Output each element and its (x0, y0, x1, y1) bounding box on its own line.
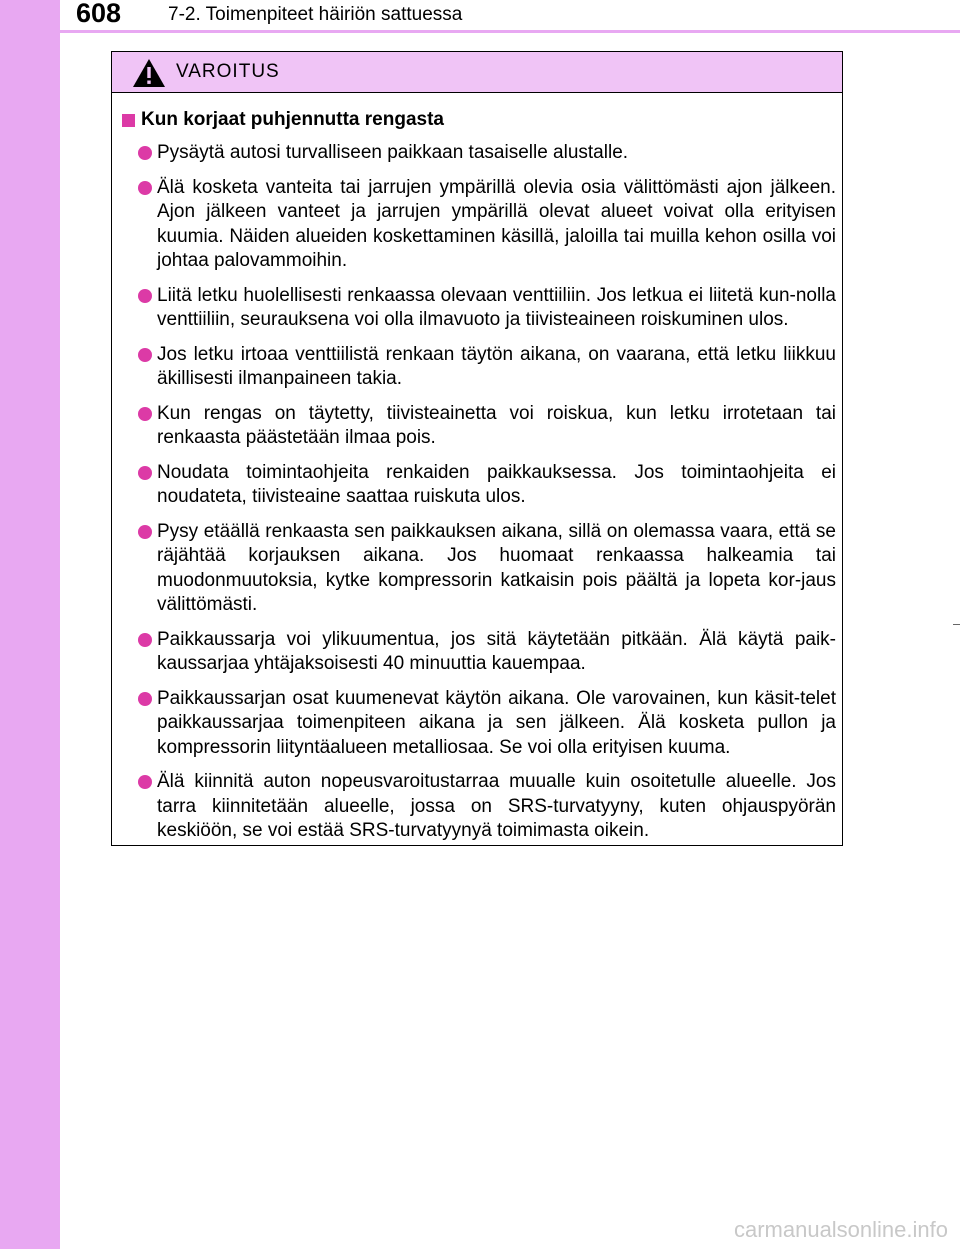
list-item-text: Pysäytä autosi turvalliseen paikkaan tasaiselle alustalle. (157, 142, 629, 163)
watermark[interactable]: carmanualsonline.info (733, 1217, 948, 1242)
list-item (120, 176, 836, 274)
bullet-icon (138, 633, 152, 647)
bullet-icon (138, 146, 152, 160)
list-item (120, 284, 836, 333)
list-item-text: Pysy etäällä renkaasta sen paikkauksen aikana, sillä on olemassa vaara, että se räjähtää korjauksen aikana. Jos huomaat renkaassa halkeamia tai muodonmuutoksia, kytke kompressorin katkaisin pois päältä ja lopeta kor-jaus välittömästi. (157, 520, 836, 615)
list-item-text: Älä kosketa vanteita tai jarrujen ympärillä olevia osia välittömästi ajon jälkeen. Ajon jälkeen vanteet ja jarrujen ympärillä olevat alueet voivat olla erityisen kuumia. Näiden alueiden koskettaminen käsillä, jaloilla tai muilla kehon osilla voi johtaa palovammoihin. (157, 176, 836, 271)
margin-tick (953, 624, 960, 625)
bullet-icon (138, 181, 152, 195)
bullet-icon (138, 525, 152, 539)
list-item-text: Älä kiinnitä auton nopeusvaroitustarraa muualle kuin osoitetulle alueelle. Jos tarra kiinnitetään alueelle, jossa on SRS-turvatyyny, kuten ohjauspyörän keskiöön, se voi estää SRS-turvatyynyä toimimasta oikein. (157, 771, 836, 841)
bullet-icon (138, 289, 152, 303)
list-item (120, 770, 836, 844)
list-item (120, 402, 836, 451)
list-item-text: Jos letku irtoaa venttiilistä renkaan täytön aikana, on vaarana, että letku liikkuu äkillisesti ilmanpaineen takia. (157, 343, 836, 389)
list-item-text: Paikkaussarjan osat kuumenevat käytön aikana. Ole varovainen, kun käsit-telet paikkaussarjaa toimenpiteen aikana ja sen jälkeen. Älä kosketa pullon ja kompressorin liityntäalueen metalliosaa. Se voi olla erityisen kuuma. (157, 687, 836, 758)
bullet-icon (138, 775, 152, 789)
list-item-text: Noudata toimintaohjeita renkaiden paikkauksessa. Jos toimintaohjeita ei noudateta, tiivisteaine saattaa ruiskuta ulos. (157, 461, 836, 507)
side-color-band (0, 0, 60, 1249)
list-item-text: Paikkaussarja voi ylikuumentua, jos sitä käytetään pitkään. Älä käytä paik-kaussarjaa yhtäjaksoisesti 40 minuuttia kauempaa. (157, 628, 836, 674)
heading-square-icon (122, 114, 135, 127)
warning-label: VAROITUS (176, 61, 280, 82)
warning-box (111, 51, 843, 846)
bullet-icon (138, 466, 152, 480)
page-number: 608 (76, 0, 122, 28)
list-item (120, 343, 836, 392)
warning-triangle-icon (132, 58, 166, 88)
bullet-icon (138, 348, 152, 362)
section-title: 7-2. Toimenpiteet häiriön sattuessa (168, 4, 463, 25)
warning-body (112, 93, 842, 844)
list-item (120, 520, 836, 618)
list-item (120, 628, 836, 677)
warning-heading (120, 109, 836, 131)
warning-heading-text: Kun korjaat puhjennutta rengasta (141, 109, 444, 130)
list-item (120, 687, 836, 761)
list-item (120, 141, 836, 166)
warning-header (112, 52, 842, 93)
list-item-text: Kun rengas on täytetty, tiivisteainetta voi roiskua, kun letku irrotetaan tai renkaasta päästetään ilmaa pois. (157, 402, 836, 448)
bullet-icon (138, 692, 152, 706)
list-item-text: Liitä letku huolellisesti renkaassa olevaan venttiiliin. Jos letkua ei liitetä kun-nolla venttiiliin, seurauksena voi olla ilmavuoto ja tiivisteaineen roiskuminen ulos. (157, 284, 836, 330)
list-item (120, 461, 836, 510)
bullet-icon (138, 407, 152, 421)
